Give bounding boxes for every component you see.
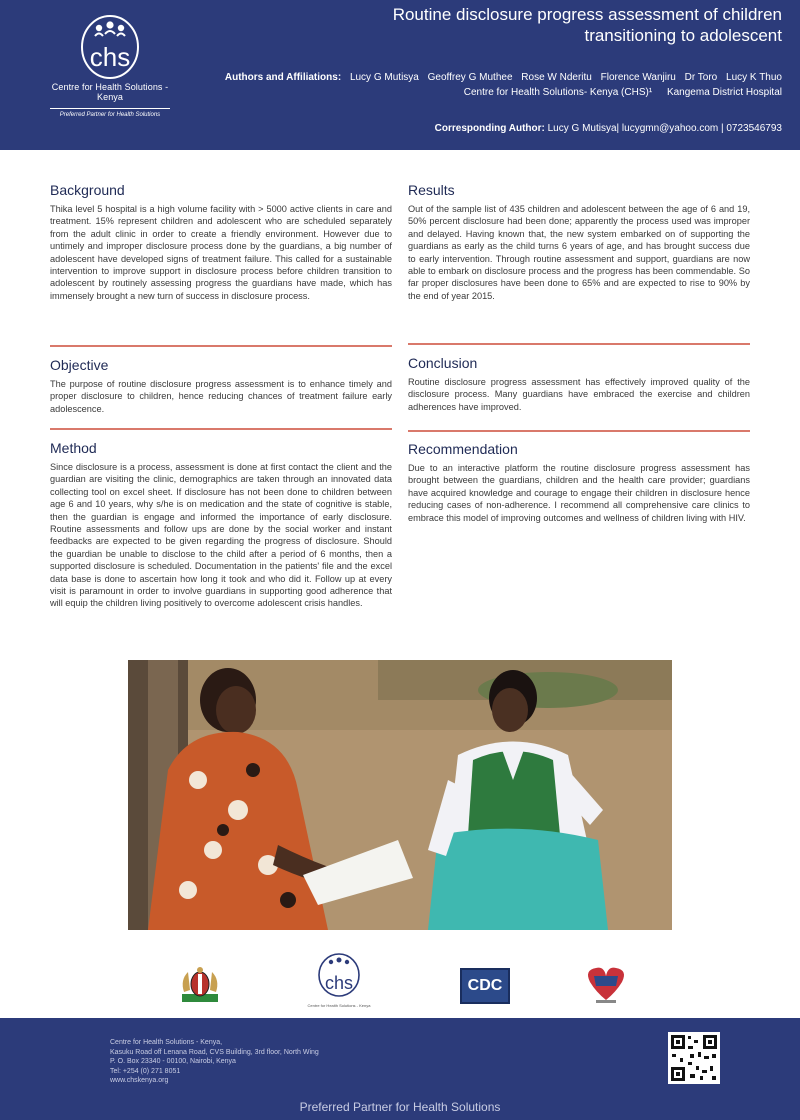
title-line-1: Routine disclosure progress assessment of children	[392, 5, 782, 24]
authors-block	[182, 70, 782, 100]
corresponding-text: Lucy G Mutisya| lucygmn@yahoo.com | 0723546793	[547, 123, 782, 134]
address-line: Tel: +254 (0) 271 8051	[110, 1067, 181, 1075]
chs-logo	[40, 14, 180, 118]
section-body: The purpose of routine disclosure progress assessment is to enhance timely and proper disclosure to children, hence reducing chances of treatment failure early adolescence.	[50, 379, 392, 414]
section-body: Due to an interactive platform the routine disclosure progress assessment has brought between the guardians, children and the health care provider; guardians have acquired knowledge and courage to engage their children in disclosure hence reducing cases of non-adherence. I recommend all comprehensive care clinics to embrace this model of improving outcomes and wellness of children living with HIV.	[408, 463, 750, 523]
poster-title	[262, 4, 782, 46]
affiliation: Kangema District Hospital	[666, 87, 782, 98]
chs-logo-icon	[79, 14, 141, 80]
section-body: Routine disclosure progress assessment has effectively improved quality of the disclosure process. Many guardians have embraced the exercise and children adherences have improved.	[408, 377, 750, 412]
poster-header	[0, 0, 800, 150]
section-body: Thika level 5 hospital is a high volume facility with > 5000 active clients in care and treatment. 15% represent children and adolescent who are scheduled separately from the adult clinic in order to create a friendly environment. However due to untimely and improper disclosure process done by the guardians, a big number of adolescent have developed signs of treatment failure. This called for a sustainable intervention to improve support in disclosure process before children transition to adolescent by routinely assessing progress the guardians have made, which has immensely brought a new turn of success in disclosure process.	[50, 204, 392, 301]
address-line: Kasuku Road off Lenana Road, CVS Building, 3rd floor, North Wing	[110, 1048, 319, 1056]
poster-footer	[0, 1018, 800, 1120]
corresponding-author	[182, 123, 782, 134]
svg-text:chs: chs	[324, 973, 354, 993]
footer-address	[110, 1038, 319, 1086]
logo-text: Centre for Health Solutions - Kenya	[51, 82, 169, 102]
section-divider	[50, 345, 392, 347]
footer-tagline: Preferred Partner for Health Solutions	[299, 1100, 501, 1114]
author: Geoffrey G Muthee	[427, 72, 513, 83]
authors-label: Authors and Affiliations:	[224, 72, 342, 83]
section-divider	[408, 430, 750, 432]
logo-tagline: Preferred Partner for Health Solutions	[59, 112, 161, 118]
results-section	[408, 182, 750, 302]
recommendation-section	[408, 441, 750, 524]
background-section	[50, 182, 392, 302]
kenya-coat-of-arms-icon	[178, 964, 222, 1006]
method-section	[50, 440, 392, 610]
chs-partner-logo	[302, 952, 376, 1010]
author: Florence Wanjiru	[600, 72, 676, 83]
address-line: P. O. Box 23340 - 00100, Nairobi, Kenya	[110, 1058, 236, 1065]
section-body: Out of the sample list of 435 children and adolescent between the age of 6 and 19, 50% percent disclosure had been done; apparently the process used was improper and delayed. Having known that, the new system embarked on of supporting the guardians as early as the child turns 6 years of age, and has brought success due to early intervention. Through routine assessment and support, guardians are now able to embark on disclosure process and the progress has been commendable. So far proper disclosures have been done to 65% and are expected to rise to 90% by the end of year 2015.	[408, 204, 750, 301]
section-title: Conclusion	[408, 355, 478, 371]
chs-partner-text: Centre for Health Solutions - Kenya	[307, 1003, 371, 1008]
logo-divider	[50, 108, 170, 109]
author: Rose W Nderitu	[521, 72, 592, 83]
svg-text:chs: chs	[89, 42, 131, 72]
author: Lucy G Mutisya	[349, 72, 419, 83]
section-divider	[50, 428, 392, 430]
conclusion-section	[408, 355, 750, 413]
pepfar-logo-icon	[582, 962, 630, 1006]
objective-section	[50, 357, 392, 415]
section-title: Method	[50, 440, 97, 456]
qr-code-icon	[668, 1032, 720, 1084]
section-body: Since disclosure is a process, assessment is done at first contact the client and the guardian are visiting the clinic, demographics are taken through an innovated data collecting tool on excel sheet. If disclosure has not been done to children between age 6 and 10 years, why s/he is on medication and the state of cognitive is stable, then the guardian is engage and informed the importance of early disclosure. Routine assessments and follow ups are done by the social worker and instant feedbacks are expected to be given regarding the progress of disclosure. Should the guardian be unable to disclose to the child after a period of 6 months, then a supported disclosure is scheduled. Documentation in the patients' file and the excel data base is done to ascertain how long it took and who did it. Follow up at every visit is paramount in order to involve guardians in supporting good adherence that will equip the children living positively to overcome adolescent crisis handles.	[50, 462, 392, 609]
section-title: Recommendation	[408, 441, 518, 457]
counseling-photo	[128, 660, 672, 930]
cdc-logo-text: CDC	[467, 977, 503, 994]
affiliation: Centre for Health Solutions- Kenya (CHS)¹	[463, 87, 653, 98]
cdc-logo	[460, 968, 510, 1004]
address-line: www.chskenya.org	[110, 1077, 169, 1084]
author: Dr Toro	[684, 72, 718, 83]
section-title: Objective	[50, 357, 109, 373]
chs-partner-logo-icon	[316, 952, 362, 998]
section-divider	[408, 343, 750, 345]
section-title: Background	[50, 182, 125, 198]
title-line-2: transitioning to adolescent	[584, 26, 782, 45]
address-line: Centre for Health Solutions - Kenya,	[110, 1039, 223, 1046]
section-title: Results	[408, 182, 455, 198]
author: Lucy K Thuo	[726, 72, 782, 83]
corresponding-label: Corresponding Author:	[434, 123, 545, 134]
